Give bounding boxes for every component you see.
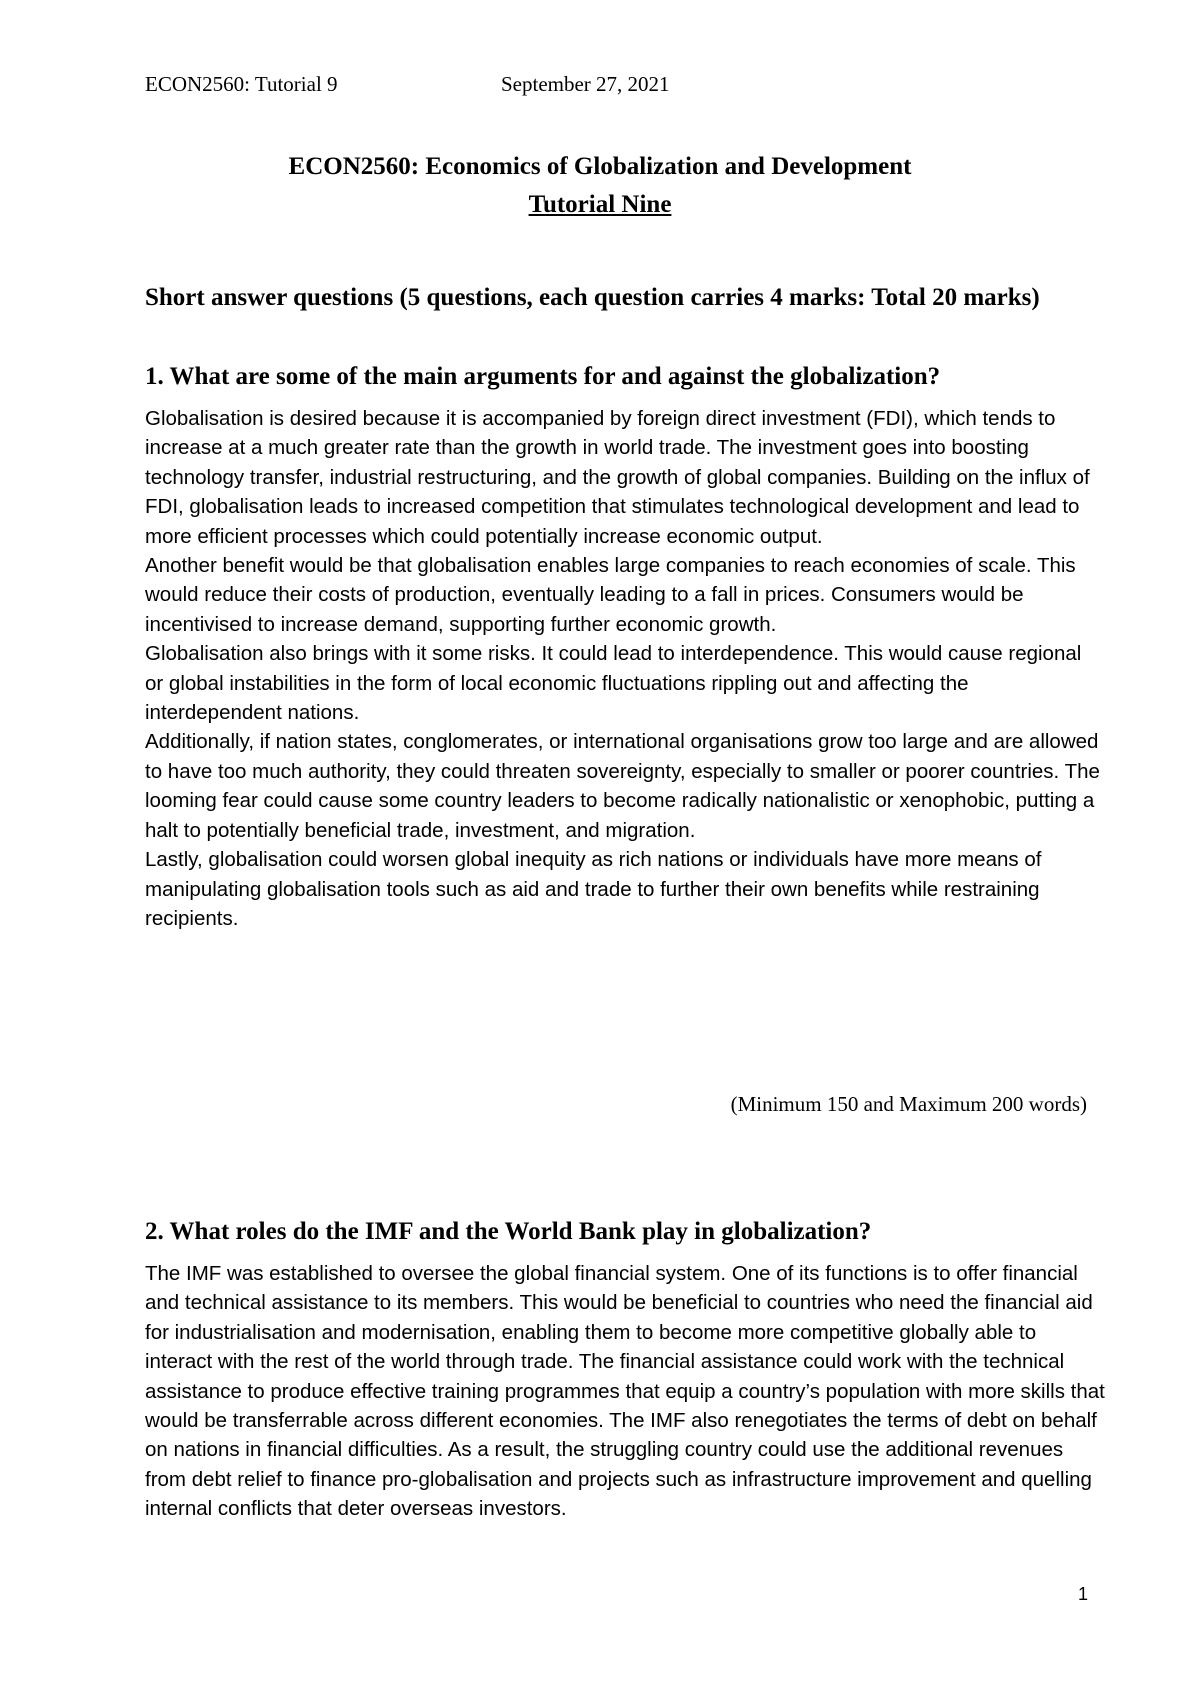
word-limit-note: (Minimum 150 and Maximum 200 words) bbox=[730, 1092, 1087, 1116]
document-subtitle-text: Tutorial Nine bbox=[528, 191, 672, 218]
section-heading: Short answer questions (5 questions, each question carries 4 marks: Total 20 marks) bbox=[145, 284, 1040, 311]
answer-paragraph: Another benefit would be that globalisation enables large companies to reach economies of scale. This would reduce their costs of production, eventually leading to a fall in prices. Consumers would be incentivised to increase demand, supporting further economic growth. bbox=[145, 554, 1076, 636]
page-number: 1 bbox=[1077, 1584, 1088, 1604]
answer-paragraph: Additionally, if nation states, conglomerates, or international organisations grow too large and are allowed to have too much authority, they could threaten sovereignty, especially to smaller or poorer countries. The looming fear could cause some country leaders to become radically nationalistic or xenophobic, putting a halt to potentially beneficial trade, investment, and migration. bbox=[145, 730, 1100, 842]
answer-paragraph: Globalisation also brings with it some risks. It could lead to interdependence. This would cause regional or global instabilities in the form of local economic fluctuations rippling out and affecting the interdependent nations. bbox=[145, 642, 1082, 725]
answer-paragraph: The IMF was established to oversee the global financial system. One of its functions is to offer financial and technical assistance to its members. This would be beneficial to countries who need the financial aid for industrialisation and modernisation, enabling them to become more competitive globally able to interact with the rest of the world through trade. The financial assistance could work with the technical assistance to produce effective training programmes that equip a country’s population with more skills that would be transferrable across different economies. The IMF also renegotiates the terms of debt on behalf on nations in financial difficulties. As a result, the struggling country could use the additional revenues from debt relief to finance pro-globalisation and projects such as infrastructure improvement and quelling internal conflicts that deter overseas investors. bbox=[145, 1262, 1105, 1521]
question-1-answer bbox=[145, 404, 1105, 933]
document-subtitle bbox=[0, 186, 1200, 224]
answer-paragraph: Lastly, globalisation could worsen global inequity as rich nations or individuals have more means of manipulating globalisation tools such as aid and trade to further their own benefits while restraining recipients. bbox=[145, 848, 1042, 930]
document-title: ECON2560: Economics of Globalization and Development bbox=[288, 153, 912, 180]
question-2-answer bbox=[145, 1259, 1105, 1524]
header-date: September 27, 2021 bbox=[501, 72, 670, 96]
header-course: ECON2560: Tutorial 9 bbox=[145, 72, 338, 96]
question-2-heading: 2. What roles do the IMF and the World Bank play in globalization? bbox=[145, 1218, 872, 1245]
answer-paragraph: Globalisation is desired because it is accompanied by foreign direct investment (FDI), which tends to increase at a much greater rate than the growth in world trade. The investment goes into boosting technology transfer, industrial restructuring, and the growth of global companies. Building on the influx of FDI, globalisation leads to increased competition that stimulates technological development and lead to more efficient processes which could potentially increase economic output. bbox=[145, 407, 1090, 548]
question-1-heading: 1. What are some of the main arguments for and against the globalization? bbox=[145, 363, 941, 390]
